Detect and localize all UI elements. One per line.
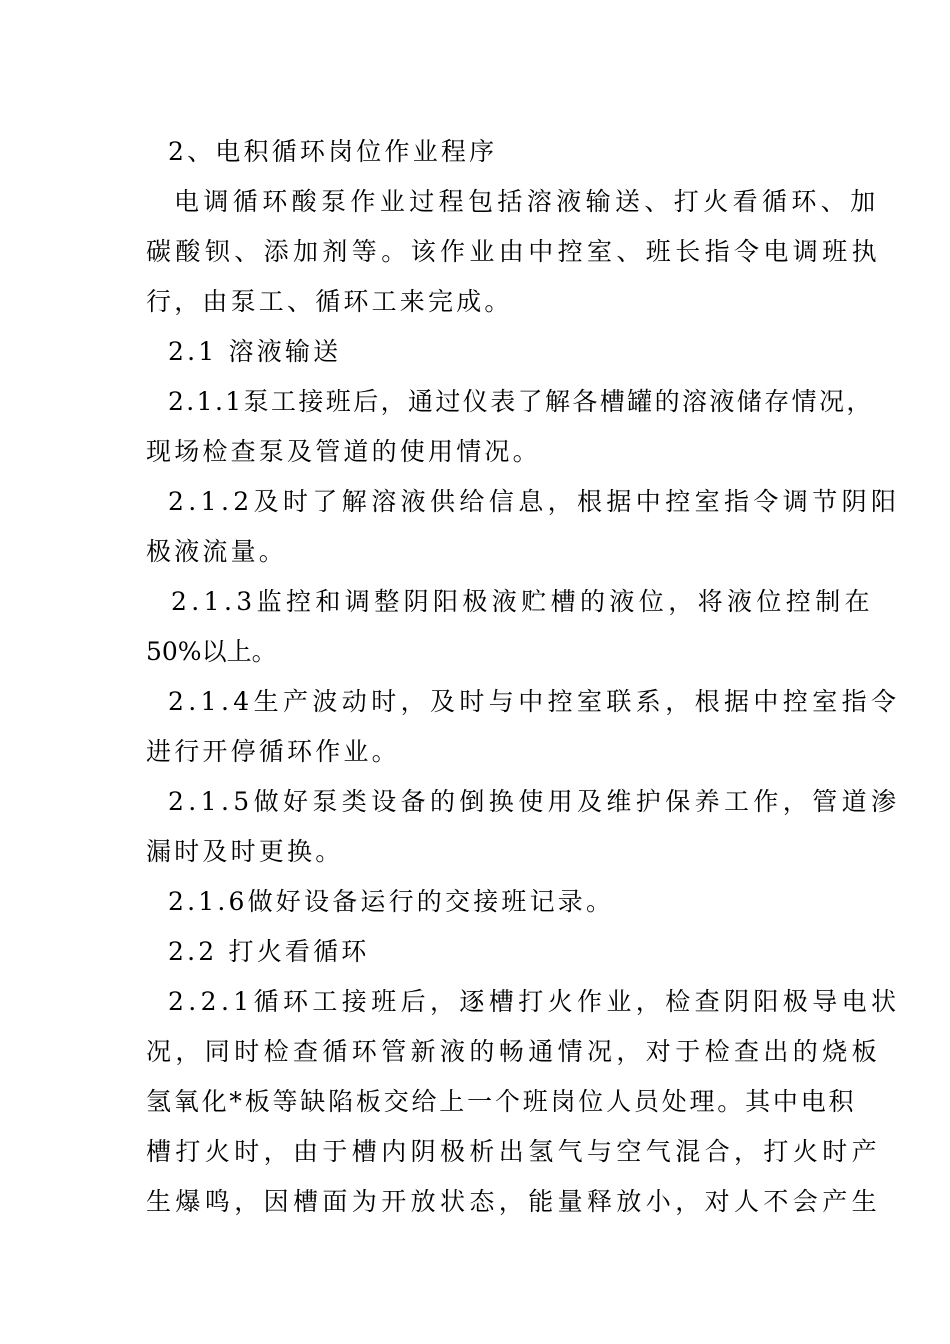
paragraph-line: 生爆鸣，因槽面为开放状态，能量释放小，对人不会产生 [146, 1187, 882, 1216]
paragraph-line: 况，同时检查循环管新液的畅通情况，对于检查出的烧板 [146, 1037, 882, 1066]
paragraph-line: 进行开停循环作业。 [146, 737, 400, 766]
paragraph-line: 极液流量。 [146, 537, 288, 566]
paragraph-line: 2.1.4生产波动时，及时与中控室联系，根据中控室指令 [168, 687, 901, 716]
paragraph-line: 50%以上。 [146, 637, 277, 666]
paragraph-line: 电调循环酸泵作业过程包括溶液输送、打火看循环、加 [174, 187, 880, 216]
paragraph-line: 槽打火时，由于槽内阴极析出氢气与空气混合，打火时产 [146, 1137, 882, 1166]
paragraph-line: 2.2.1循环工接班后，逐槽打火作业，检查阴阳极导电状 [168, 987, 901, 1016]
paragraph-line: 2.1.3监控和调整阴阳极液贮槽的液位，将液位控制在 [171, 587, 875, 616]
section-heading-2: 2、电积循环岗位作业程序 [168, 137, 498, 166]
paragraph-line: 漏时及时更换。 [146, 837, 344, 866]
paragraph-line: 2.1.2及时了解溶液供给信息，根据中控室指令调节阴阳 [168, 487, 901, 516]
paragraph-line: 氢氧化*板等缺陷板交给上一个班岗位人员处理。其中电积 [146, 1087, 857, 1116]
section-heading-2-1: 2.1 溶液输送 [168, 337, 342, 366]
paragraph-line: 现场检查泵及管道的使用情况。 [146, 437, 541, 466]
paragraph-line: 2.1.1泵工接班后，通过仪表了解各槽罐的溶液储存情况， [168, 387, 874, 416]
paragraph-line: 碳酸钡、添加剂等。该作业由中控室、班长指令电调班执 [146, 237, 882, 266]
section-heading-2-2: 2.2 打火看循环 [168, 937, 370, 966]
paragraph-line: 行，由泵工、循环工来完成。 [146, 287, 513, 316]
paragraph-line: 2.1.5做好泵类设备的倒换使用及维护保养工作，管道渗 [168, 787, 901, 816]
paragraph-line: 2.1.6做好设备运行的交接班记录。 [168, 887, 615, 916]
